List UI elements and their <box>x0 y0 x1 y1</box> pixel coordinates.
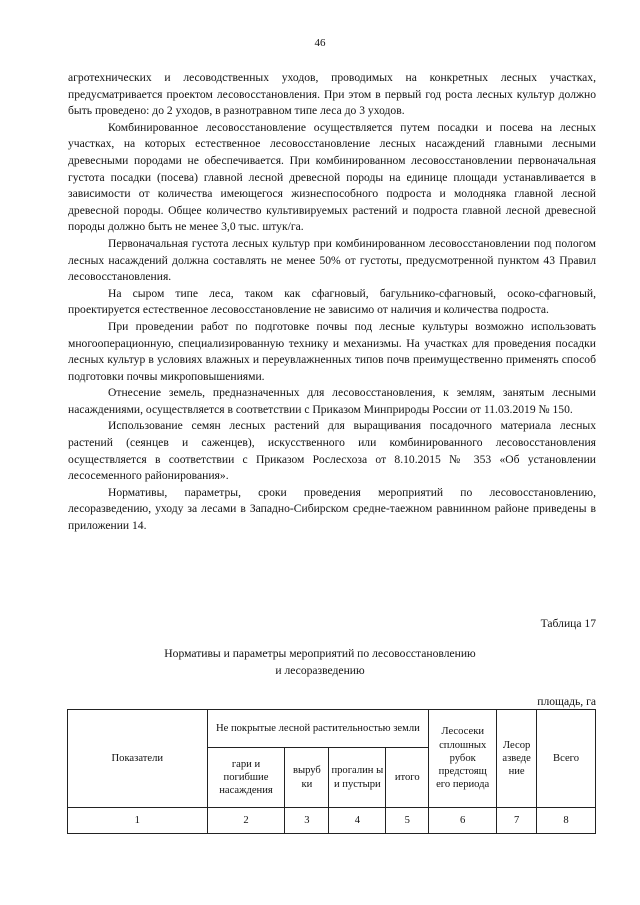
header-afforestation: Лесор азведе ние <box>497 710 537 808</box>
column-number: 6 <box>429 808 497 834</box>
table-title-line-1: Нормативы и параметры мероприятий по лесовосстановлению <box>164 647 476 660</box>
header-clearcut: Лесосеки сплошных рубок предстоящ его периода <box>429 710 497 808</box>
column-number: 4 <box>329 808 386 834</box>
paragraph: Нормативы, параметры, сроки проведения мероприятий по лесовосстановлению, лесоразведению, уходу за лесами в Западно-Сибирском средне-таежном равнинном районе приведены в приложении 14. <box>68 485 596 533</box>
table-label: Таблица 17 <box>540 617 596 630</box>
header-glades: прогалин ы и пустыри <box>329 748 386 808</box>
unit-note: площадь, га <box>537 695 596 708</box>
paragraph: Отнесение земель, предназначенных для лесовосстановления, к землям, занятым лесными насаждениями, осуществляется в соответствии с Приказом Минприроды России от 11.03.2019 № 150. <box>68 386 596 416</box>
column-number: 8 <box>537 808 596 834</box>
paragraph: Первоначальная густота лесных культур при комбинированном лесовосстановлении под пологом лесных насаждений должна составлять не менее 50% от густоты, предусмотренной пунктом 43 Правил лесовосстановления. <box>68 236 596 284</box>
body-text <box>68 70 596 535</box>
header-burned: гари и погибшие насаждения <box>207 748 285 808</box>
column-number: 2 <box>207 808 285 834</box>
table-title-line-2: и лесоразведению <box>275 663 365 677</box>
header-cutover: выруб ки <box>285 748 329 808</box>
paragraph: Использование семян лесных растений для выращивания посадочного материала лесных растений (сеянцев и саженцев), искусственного или комбинированного лесовосстановления осуществляется в соответствии с Приказом Рослесхоза от 8.10.2015 № 353 «Об установлении лесосеменного районирования». <box>68 419 596 483</box>
column-number: 3 <box>285 808 329 834</box>
table-row <box>68 808 596 834</box>
paragraph: При проведении работ по подготовке почвы под лесные культуры возможно использовать многооперационную, специализированную технику и механизмы. На участках для проведения посадки лесных культур в условиях влажных и переувлажненных типов почв преимущественно применять способ подготовки почвы микроповышениями. <box>68 319 596 383</box>
header-subtotal: итого <box>386 748 429 808</box>
paragraph: агротехнических и лесоводственных уходов, проводимых на конкретных лесных участках, предусматривается проектом лесовосстановления. При этом в первый год роста лесных культур должно быть проведено: до 2 уходов, в разнотравном типе леса до 3 уходов. <box>68 71 596 118</box>
header-indicators: Показатели <box>68 710 208 808</box>
column-number: 5 <box>386 808 429 834</box>
paragraph: Комбинированное лесовосстановление осуществляется путем посадки и посева на лесных участках, на которых естественное лесовосстановление лесных насаждений главными лесными древесными породами не обеспечивается. При комбинированном лесовосстановлении первоначальная густота посадки (посева) главной лесной древесной породы на единице площади устанавливается в зависимости от количества имеющегося жизнеспособного подроста и молодняка главной лесной древесной породы. Общее количество культивируемых растений и подроста главной лесной древесной породы должно быть не менее 3,0 тыс. штук/га. <box>68 120 596 234</box>
paragraph: На сыром типе леса, таком как сфагновый, багульнико-сфагновый, осоко-сфагновый, проектируется естественное лесовосстановление не зависимо от наличия и количества подроста. <box>68 286 596 317</box>
header-total-all: Всего <box>537 710 596 808</box>
column-number: 1 <box>68 808 208 834</box>
table-title <box>0 646 640 679</box>
header-not-covered-group: Не покрытые лесной растительностью земли <box>207 710 429 748</box>
column-number: 7 <box>497 808 537 834</box>
page-number: 46 <box>314 37 326 49</box>
norms-table <box>67 709 596 834</box>
